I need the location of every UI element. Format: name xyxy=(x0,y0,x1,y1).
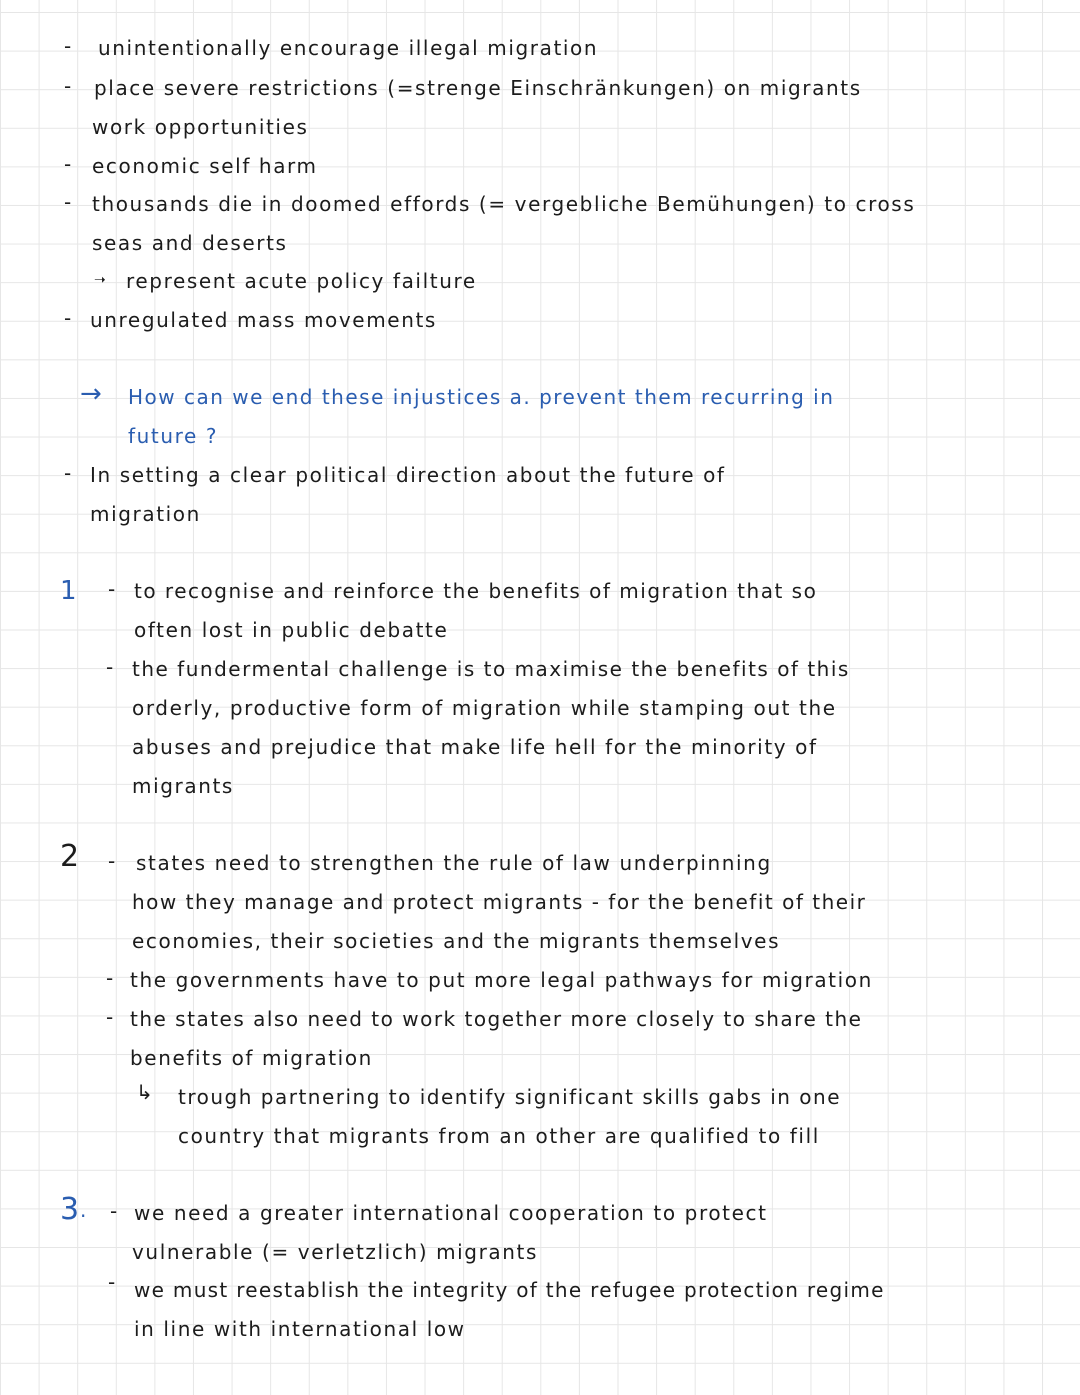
bullet-dash: - xyxy=(64,34,72,58)
bullet-dash: - xyxy=(64,306,72,330)
arrow-icon: → xyxy=(80,379,102,409)
note-line: represent acute policy failture xyxy=(126,269,477,293)
note-line: thousands die in doomed effords (= vergebliche Bemühungen) to cross xyxy=(92,192,916,216)
point-number: 2 xyxy=(60,839,80,874)
question-line: future ? xyxy=(128,424,219,448)
small-arrow-icon: ➝ xyxy=(94,272,106,288)
bullet-dash: - xyxy=(108,577,116,601)
note-line: work opportunities xyxy=(92,115,309,139)
note-line: we must reestablish the integrity of the refugee protection regime xyxy=(134,1278,885,1302)
note-line: abuses and prejudice that make life hell for the minority of xyxy=(132,735,818,759)
bullet-dash: - xyxy=(64,74,72,98)
note-line: orderly, productive form of migration while stamping out the xyxy=(132,696,837,720)
point-number: 1 xyxy=(60,576,77,606)
note-line: migrants xyxy=(132,774,234,798)
note-line: In setting a clear political direction about the future of xyxy=(90,463,726,487)
bullet-dash: - xyxy=(110,1199,118,1223)
bullet-dash: - xyxy=(64,461,72,485)
point-number-period: . xyxy=(80,1198,87,1222)
note-line: vulnerable (= verletzlich) migrants xyxy=(132,1240,539,1264)
hook-arrow-icon: ↳ xyxy=(136,1080,153,1104)
note-line: unintentionally encourage illegal migration xyxy=(98,36,599,60)
bullet-dash: - xyxy=(108,849,116,873)
note-line: seas and deserts xyxy=(92,231,288,255)
note-line: we need a greater international cooperation to protect xyxy=(134,1201,768,1225)
note-line: how they manage and protect migrants - for the benefit of their xyxy=(132,890,867,914)
point-number: 3 xyxy=(60,1192,80,1227)
bullet-dash: - xyxy=(106,966,114,990)
bullet-dash: - xyxy=(106,655,114,679)
note-line: benefits of migration xyxy=(130,1046,373,1070)
question-line: How can we end these injustices a. prevent them recurring in xyxy=(128,385,835,409)
note-line: the fundermental challenge is to maximise the benefits of this xyxy=(132,657,850,681)
bullet-dash: - xyxy=(106,1005,114,1029)
note-line: the states also need to work together more closely to share the xyxy=(130,1007,863,1031)
note-line: country that migrants from an other are qualified to fill xyxy=(178,1124,820,1148)
bullet-dash: - xyxy=(64,190,72,214)
note-line: the governments have to put more legal pathways for migration xyxy=(130,968,873,992)
bullet-dash: - xyxy=(64,152,72,176)
note-line: trough partnering to identify significant skills gabs in one xyxy=(178,1085,842,1109)
note-line: to recognise and reinforce the benefits of migration that so xyxy=(134,579,818,603)
note-line: often lost in public debatte xyxy=(134,618,449,642)
note-line: migration xyxy=(90,502,201,526)
note-line: states need to strengthen the rule of law underpinning xyxy=(136,851,772,875)
note-line: economic self harm xyxy=(92,154,318,178)
note-line: place severe restrictions (=strenge Einschränkungen) on migrants xyxy=(94,76,862,100)
note-line: unregulated mass movements xyxy=(90,308,437,332)
bullet-dash: - xyxy=(108,1270,116,1294)
note-line: economies, their societies and the migrants themselves xyxy=(132,929,781,953)
note-line: in line with international low xyxy=(134,1317,466,1341)
